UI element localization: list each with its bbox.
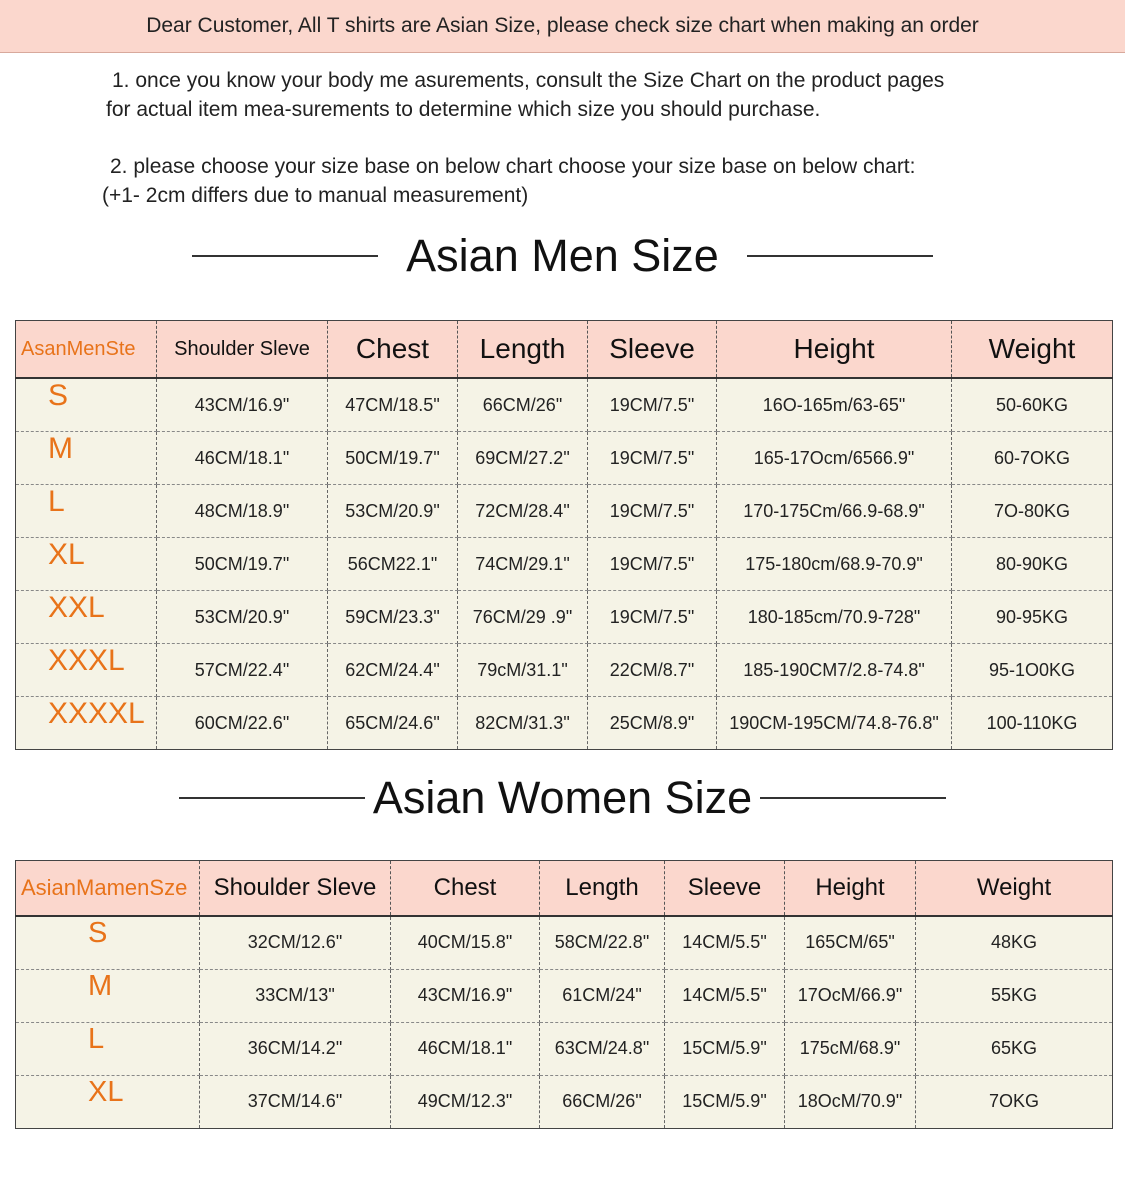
men-cell-size: XXXXL: [16, 697, 157, 750]
women-cell-size: M: [16, 969, 200, 1022]
women-cell-sleeve: 14CM/5.5": [665, 969, 785, 1022]
men-cell-length: 69CM/27.2": [458, 432, 588, 485]
men-cell-shoulder: 43CM/16.9": [157, 378, 328, 432]
men-cell-chest: 53CM/20.9": [328, 485, 458, 538]
instruction-1-line-1: 1. once you know your body me asurements, consult the Size Chart on the product pages: [112, 69, 945, 92]
women-cell-height: 175cM/68.9": [785, 1022, 916, 1075]
men-cell-height: 190CM-195CM/74.8-76.8": [717, 697, 952, 750]
women-cell-height: 17OcM/66.9": [785, 969, 916, 1022]
men-cell-length: 74CM/29.1": [458, 538, 588, 591]
heading-rule-right: [760, 797, 946, 799]
men-cell-length: 82CM/31.3": [458, 697, 588, 750]
men-cell-shoulder: 46CM/18.1": [157, 432, 328, 485]
women-title: Asian Women Size: [372, 772, 753, 823]
heading-rule-right: [747, 255, 933, 257]
men-title: Asian Men Size: [406, 230, 719, 281]
women-cell-size: XL: [16, 1075, 200, 1128]
women-cell-length: 58CM/22.8": [540, 916, 665, 969]
women-cell-sleeve: 15CM/5.9": [665, 1075, 785, 1128]
women-table-row: [16, 1022, 1113, 1075]
women-cell-chest: 40CM/15.8": [391, 916, 540, 969]
men-cell-size: XXXL: [16, 644, 157, 697]
women-cell-shoulder: 33CM/13": [200, 969, 391, 1022]
men-cell-sleeve: 22CM/8.7": [588, 644, 717, 697]
men-table-row: [16, 591, 1113, 644]
women-cell-weight: 55KG: [916, 969, 1113, 1022]
men-cell-length: 72CM/28.4": [458, 485, 588, 538]
men-cell-height: 175-180cm/68.9-70.9": [717, 538, 952, 591]
women-cell-weight: 65KG: [916, 1022, 1113, 1075]
women-cell-length: 66CM/26": [540, 1075, 665, 1128]
women-cell-chest: 49CM/12.3": [391, 1075, 540, 1128]
men-cell-shoulder: 53CM/20.9": [157, 591, 328, 644]
instruction-2-line-1: 2. please choose your size base on below chart choose your size base on below chart:: [110, 155, 916, 178]
men-cell-weight: 60-7OKG: [952, 432, 1113, 485]
men-cell-sleeve: 19CM/7.5": [588, 378, 717, 432]
women-cell-chest: 46CM/18.1": [391, 1022, 540, 1075]
men-col-height: Height: [717, 321, 952, 379]
men-cell-shoulder: 57CM/22.4": [157, 644, 328, 697]
notice-banner: [0, 0, 1125, 53]
women-col-height: Height: [785, 861, 916, 917]
women-size-table: [15, 860, 1113, 1129]
men-table-row: [16, 485, 1113, 538]
men-table-row: [16, 538, 1113, 591]
men-col-size: AsanMenSte: [16, 321, 157, 379]
men-cell-sleeve: 19CM/7.5": [588, 432, 717, 485]
women-table-row: [16, 969, 1113, 1022]
men-cell-length: 76CM/29 .9": [458, 591, 588, 644]
instruction-1-line-2: for actual item mea-surements to determine which size you should purchase.: [106, 98, 821, 121]
men-col-shoulder: Shoulder Sleve: [157, 321, 328, 379]
heading-rule-left: [192, 255, 378, 257]
men-cell-sleeve: 19CM/7.5": [588, 485, 717, 538]
women-col-weight: Weight: [916, 861, 1113, 917]
women-cell-shoulder: 37CM/14.6": [200, 1075, 391, 1128]
men-cell-sleeve: 25CM/8.9": [588, 697, 717, 750]
men-cell-shoulder: 50CM/19.7": [157, 538, 328, 591]
men-cell-size: XXL: [16, 591, 157, 644]
men-cell-size: M: [16, 432, 157, 485]
women-cell-weight: 7OKG: [988, 1091, 1040, 1111]
women-cell-sleeve: 14CM/5.5": [665, 916, 785, 969]
men-cell-length: 79cM/31.1": [458, 644, 588, 697]
women-col-shoulder: Shoulder Sleve: [200, 861, 391, 917]
women-section-heading: [0, 772, 1125, 824]
men-cell-chest: 59CM/23.3": [328, 591, 458, 644]
men-cell-chest: 47CM/18.5": [328, 378, 458, 432]
women-table-row: [16, 916, 1113, 969]
men-cell-weight: 95-1O0KG: [952, 644, 1113, 697]
men-cell-weight: 50-60KG: [952, 378, 1113, 432]
women-cell-shoulder: 36CM/14.2": [200, 1022, 391, 1075]
notice-text: Dear Customer, All T shirts are Asian Size, please check size chart when making an order: [146, 14, 979, 37]
women-header-row: [16, 861, 1113, 917]
men-cell-chest: 65CM/24.6": [328, 697, 458, 750]
women-cell-height: 165CM/65": [785, 916, 916, 969]
women-cell-chest: 43CM/16.9": [391, 969, 540, 1022]
women-cell-length: 61CM/24": [540, 969, 665, 1022]
men-cell-weight: 80-90KG: [952, 538, 1113, 591]
men-table-row: [16, 644, 1113, 697]
men-cell-chest: 50CM/19.7": [328, 432, 458, 485]
men-cell-sleeve: 19CM/7.5": [588, 538, 717, 591]
women-cell-weight: 48KG: [916, 916, 1113, 969]
women-table-row: [16, 1075, 1113, 1128]
women-cell-shoulder: 32CM/12.6": [200, 916, 391, 969]
men-cell-chest: 62CM/24.4": [328, 644, 458, 697]
women-col-chest: Chest: [391, 861, 540, 917]
men-cell-size: L: [16, 485, 157, 538]
men-cell-weight: 90-95KG: [952, 591, 1113, 644]
instruction-1: [100, 66, 1060, 124]
women-col-length: Length: [540, 861, 665, 917]
men-size-table: [15, 320, 1113, 750]
men-cell-shoulder: 48CM/18.9": [157, 485, 328, 538]
men-table-row: [16, 697, 1113, 750]
men-table-row: [16, 432, 1113, 485]
instruction-2-line-2: (+1- 2cm differs due to manual measurement): [102, 184, 529, 207]
men-col-sleeve: Sleeve: [588, 321, 717, 379]
men-col-weight: Weight: [952, 321, 1113, 379]
women-cell-length: 63CM/24.8": [540, 1022, 665, 1075]
men-cell-sleeve: 19CM/7.5": [588, 591, 717, 644]
men-col-length: Length: [458, 321, 588, 379]
men-cell-size: S: [16, 378, 157, 432]
women-col-size: AsianMamenSze: [16, 861, 200, 917]
men-cell-weight: 7O-80KG: [952, 485, 1113, 538]
women-col-sleeve: Sleeve: [665, 861, 785, 917]
women-cell-sleeve: 15CM/5.9": [665, 1022, 785, 1075]
men-cell-weight: 100-110KG: [986, 712, 1078, 733]
men-cell-height: 165-17Ocm/6566.9": [717, 432, 952, 485]
men-cell-length: 66CM/26": [458, 378, 588, 432]
heading-rule-left: [179, 797, 365, 799]
men-header-row: [16, 321, 1113, 379]
men-section-heading: [0, 230, 1125, 282]
women-cell-height: 18OcM/70.9": [785, 1075, 916, 1128]
men-cell-shoulder: 60CM/22.6": [157, 697, 328, 750]
men-cell-size: XL: [16, 538, 157, 591]
men-cell-height: 185-190CM7/2.8-74.8": [717, 644, 952, 697]
men-col-chest: Chest: [328, 321, 458, 379]
men-cell-height: 170-175Cm/66.9-68.9": [717, 485, 952, 538]
instruction-2: [100, 152, 1060, 210]
women-cell-size: L: [16, 1022, 200, 1075]
men-table-row: [16, 378, 1113, 432]
women-cell-size: S: [16, 916, 200, 969]
men-cell-height: 16O-165m/63-65": [717, 378, 952, 432]
men-cell-chest: 56CM22.1": [328, 538, 458, 591]
men-cell-height: 180-185cm/70.9-728": [717, 591, 952, 644]
